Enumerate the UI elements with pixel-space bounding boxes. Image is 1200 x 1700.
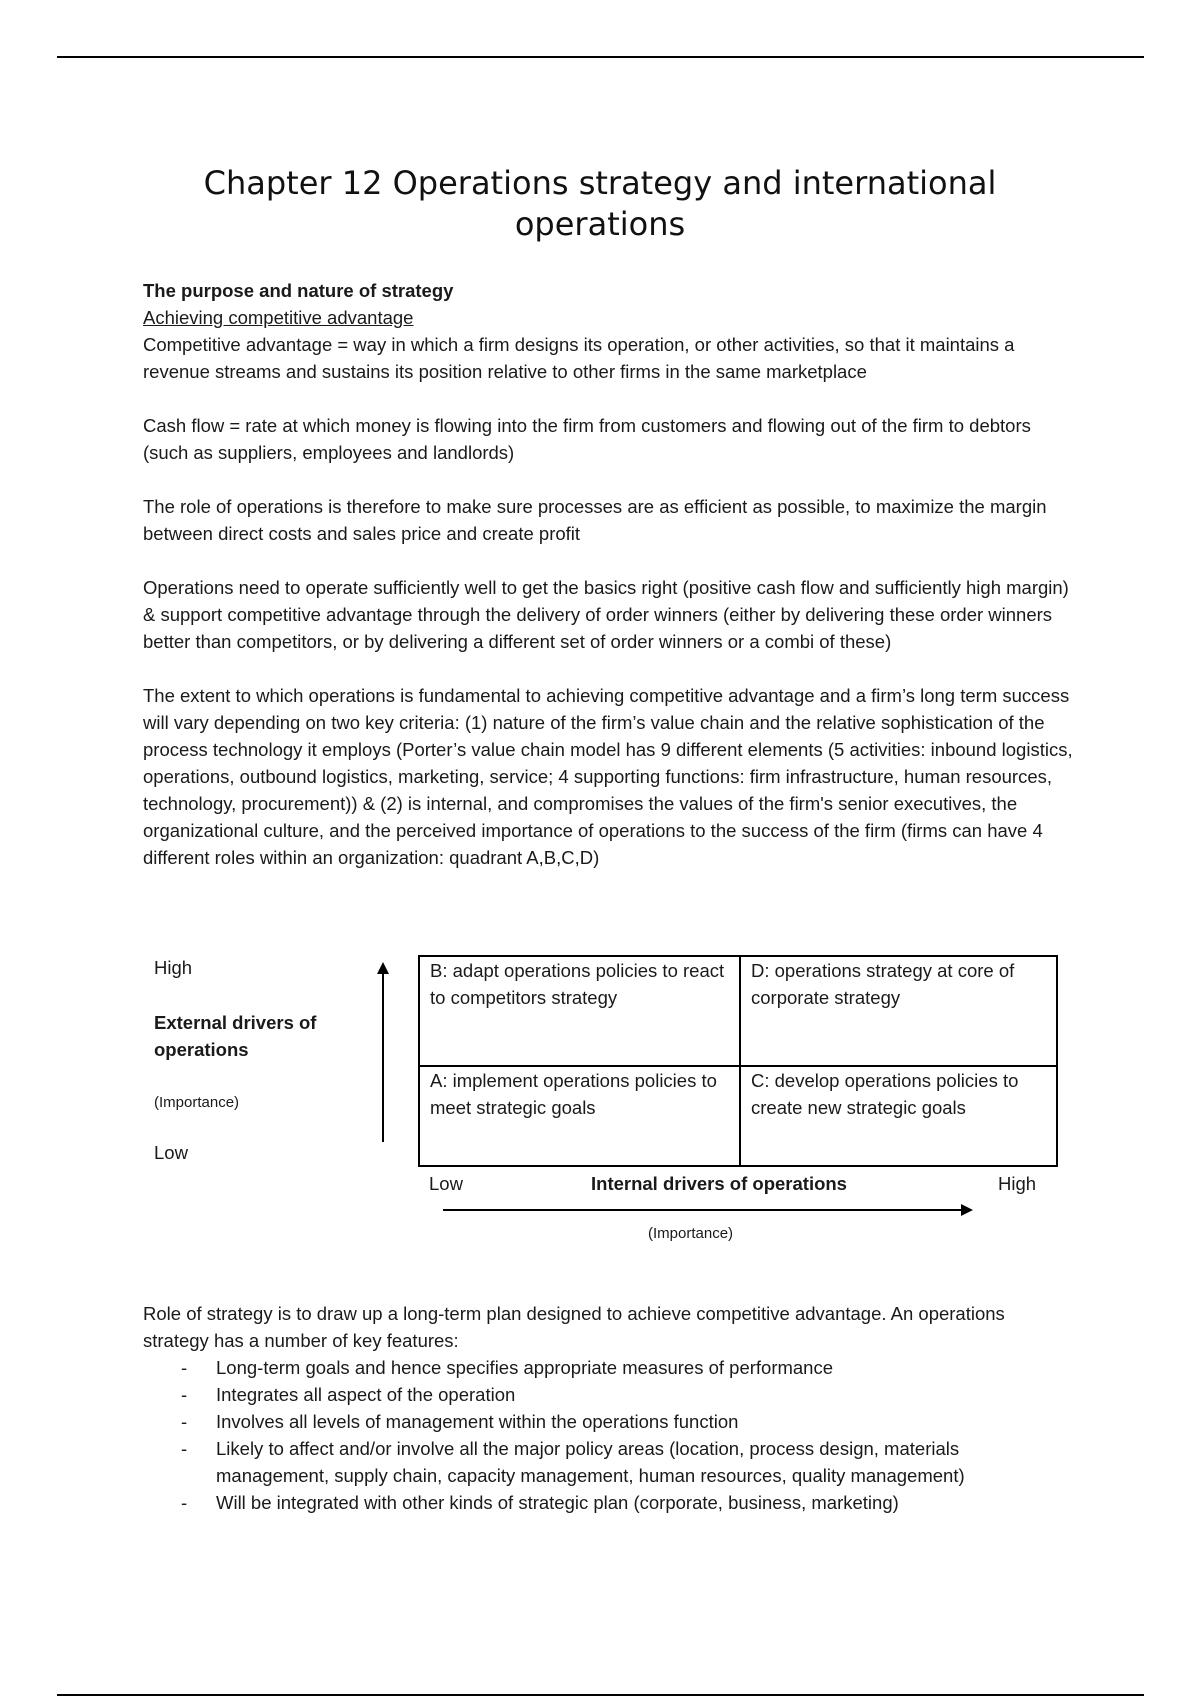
quadrant-c: C: develop operations policies to create new strategic goals (751, 1070, 1019, 1118)
bullet-dash: - (181, 1438, 188, 1459)
bullet-dash: - (181, 1384, 188, 1405)
quadrant-grid (418, 955, 1058, 1167)
main-content (143, 277, 1073, 898)
list-item (143, 1408, 1073, 1435)
page-title: Chapter 12 Operations strategy and international operations (203, 164, 997, 243)
bullet-dash: - (181, 1411, 188, 1432)
y-axis-note: (Importance) (154, 1094, 240, 1111)
bottom-rule (57, 1694, 1144, 1696)
x-axis-high-label: High (998, 1173, 1037, 1194)
list-item-text: Long-term goals and hence specifies appropriate measures of performance (216, 1357, 834, 1378)
paragraph-cash-flow: Cash flow = rate at which money is flowing into the firm from customers and flowing out of the firm to debtors (such as suppliers, employees and landlords) (143, 415, 1031, 463)
list-item (143, 1354, 1073, 1381)
section-subheading: Achieving competitive advantage (143, 307, 414, 328)
bullet-dash: - (181, 1357, 188, 1378)
features-list (143, 1354, 1073, 1516)
x-axis-arrow-icon (961, 1204, 973, 1216)
quadrant-b: B: adapt operations policies to react to competitors strategy (420, 957, 741, 1067)
list-item-text: Involves all levels of management within the operations function (216, 1411, 739, 1432)
list-item-text: Likely to affect and/or involve all the major policy areas (location, process design, materials management, supply chain, capacity management, human resources, quality management) (216, 1438, 965, 1486)
x-axis-note: (Importance) (648, 1225, 734, 1242)
list-item (143, 1381, 1073, 1408)
paragraph-operations-basics: Operations need to operate sufficiently well to get the basics right (positive cash flow and sufficiently high margin) & support competitive advantage through the delivery of order winners (either by delivering these order winners better than competitors, or by delivering a different set of order winners or a combi of these) (143, 577, 1069, 652)
y-axis-low-label: Low (154, 1142, 188, 1163)
quadrant-a: A: implement operations policies to meet strategic goals (420, 1067, 741, 1165)
features-section (143, 1300, 1073, 1516)
section-heading: The purpose and nature of strategy (143, 280, 454, 301)
quadrant-d: D: operations strategy at core of corporate strategy (741, 957, 1056, 1067)
y-axis-line (382, 972, 384, 1142)
paragraph-key-criteria: The extent to which operations is fundamental to achieving competitive advantage and a firm’s long term success will vary depending on two key criteria: (1) nature of the firm’s value chain and the relative sophistication of the process technology it employs (Porter’s value chain model has 9 different elements (5 activities: inbound logistics, operations, outbound logistics, marketing, service; 4 supporting functions: firm infrastructure, human resources, technology, procurement)) & (2) is internal, and compromises the values of the firm's senior executives, the organizational culture, and the perceived importance of operations to the success of the firm (firms can have 4 different roles within an organization: quadrant A,B,C,D) (143, 685, 1073, 868)
x-axis-low-label: Low (429, 1173, 463, 1194)
top-rule (57, 56, 1144, 58)
x-axis-title: Internal drivers of operations (591, 1173, 847, 1194)
bullet-dash: - (181, 1492, 188, 1513)
y-axis-high-label: High (154, 957, 193, 978)
paragraph-competitive-advantage: Competitive advantage = way in which a firm designs its operation, or other activities, so that it maintains a revenue streams and sustains its position relative to other firms in the same marketplace (143, 334, 1015, 382)
features-intro: Role of strategy is to draw up a long-term plan designed to achieve competitive advantage. An operations strategy has a number of key features: (143, 1303, 1005, 1351)
list-item-text: Integrates all aspect of the operation (216, 1384, 516, 1405)
paragraph-role-of-operations: The role of operations is therefore to make sure processes are as efficient as possible, to maximize the margin between direct costs and sales price and create profit (143, 496, 1047, 544)
x-axis-line (443, 1209, 963, 1211)
list-item (143, 1435, 1073, 1489)
operations-role-matrix (143, 952, 1063, 1252)
list-item (143, 1489, 1073, 1516)
y-axis-title: External drivers of operations (154, 1012, 317, 1060)
list-item-text: Will be integrated with other kinds of strategic plan (corporate, business, marketing) (216, 1492, 899, 1513)
